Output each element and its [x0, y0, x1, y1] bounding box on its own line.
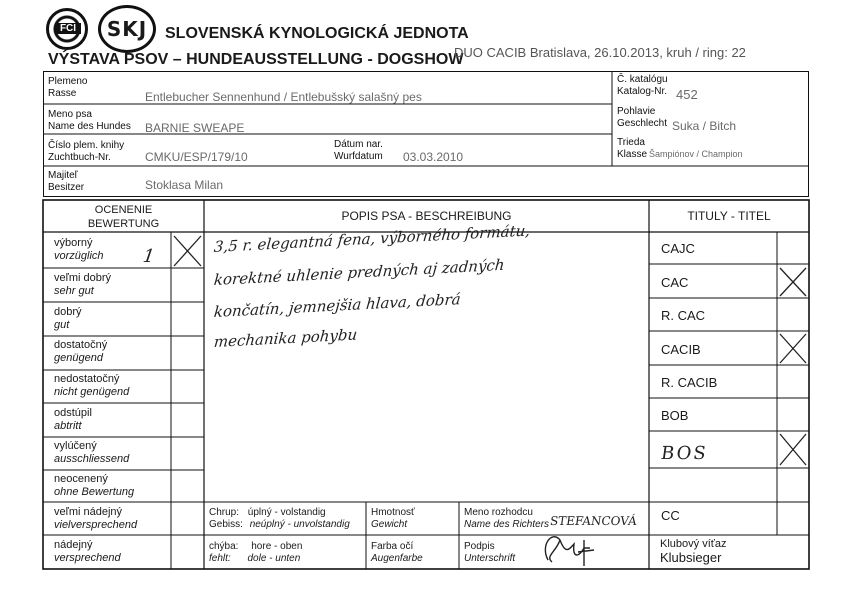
- description-line: končatín, jemnejšia hlava, dobrá: [213, 290, 462, 322]
- name-label-de: Name des Hundes: [48, 121, 131, 132]
- rating-label-sk: nedostatočný: [54, 373, 120, 385]
- mark-cacib-x: [780, 334, 806, 363]
- class-label-sk: Trieda: [617, 137, 645, 148]
- owner-label-sk: Majiteľ: [48, 170, 78, 181]
- owner-label-de: Besitzer: [48, 182, 85, 193]
- dob-label-sk: Dátum nar.: [334, 139, 383, 150]
- name-label: [48, 109, 131, 133]
- rating-label-sk: výborný: [54, 237, 93, 249]
- studbook-label: [48, 140, 124, 164]
- form-title: VÝSTAVA PSOV – HUNDEAUSSTELLUNG - DOGSHOW: [48, 51, 464, 68]
- teeth-options-de: neúplný - unvolstandig: [249, 519, 350, 530]
- rating-label-de: nicht genügend: [54, 386, 130, 398]
- rating-label-sk: odstúpil: [54, 407, 92, 419]
- title-r-cac: R. CAC: [661, 308, 706, 323]
- mark-cac-x: [780, 268, 806, 296]
- rating-label-sk: veľmi dobrý: [54, 272, 112, 284]
- breed-label: [48, 76, 87, 100]
- title-bob: BOB: [661, 408, 689, 423]
- rating-label-de: vorzüglich: [54, 250, 104, 262]
- club-winner-label: [660, 538, 727, 565]
- class-value: Šampiónov / Champion: [649, 149, 743, 159]
- rating-label-de: versprechend: [54, 552, 121, 564]
- rating-label-sk: vylúčený: [54, 440, 97, 452]
- title-bos: BOS: [659, 443, 710, 464]
- skj-logo-text: SKJ: [106, 17, 148, 41]
- class-label-de: Klasse: [617, 149, 648, 160]
- description-line: korektné uhlenie predných aj zadných: [213, 255, 506, 290]
- rating-neoceneny: [54, 473, 134, 499]
- rating-vyluceny: [54, 440, 129, 466]
- titles-header: TITULY - TITEL: [687, 209, 771, 223]
- rating-label-de: sehr gut: [54, 285, 94, 297]
- judge-label-sk: Meno rozhodcu: [464, 507, 533, 518]
- rating-label-de: abtritt: [54, 420, 82, 432]
- teeth-label-sk: Chrup:: [209, 507, 240, 518]
- dob-value: 03.03.2010: [403, 150, 464, 164]
- weight-field: [371, 507, 415, 531]
- weight-label-de: Gewicht: [371, 519, 408, 530]
- signature-label-sk: Podpis: [464, 541, 495, 552]
- rating-label-de: ohne Bewertung: [54, 486, 135, 498]
- breed-label-de: Rasse: [48, 88, 77, 99]
- owner-value: Stoklasa Milan: [145, 178, 224, 192]
- owner-label: [48, 170, 84, 194]
- description-header: POPIS PSA - BESCHREIBUNG: [341, 209, 512, 223]
- title-cac: CAC: [661, 275, 689, 290]
- rating-vyborny: [54, 237, 104, 263]
- rating-dobry: [54, 306, 82, 332]
- studbook-label-sk: Číslo plem. knihy: [48, 140, 125, 151]
- signature-field: [464, 541, 515, 565]
- club-winner-sk: Klubový víťaz: [660, 538, 727, 550]
- rating-odstupil: [54, 407, 92, 433]
- missing-options-sk: hore - oben: [251, 541, 303, 552]
- club-winner-de: Klubsieger: [660, 550, 722, 565]
- sex-label-de: Geschlecht: [617, 118, 668, 129]
- rating-label-de: ausschliessend: [54, 453, 130, 465]
- rating-label-de: gut: [54, 319, 70, 331]
- judge-label-de: Name des Richters: [464, 519, 550, 530]
- studbook-value: CMKU/ESP/179/10: [145, 150, 248, 164]
- fci-logo: [46, 8, 88, 50]
- class-label: [617, 137, 647, 161]
- eye-color-label-de: Augenfarbe: [371, 553, 423, 564]
- missing-options-de: dole - unten: [247, 553, 301, 564]
- title-cacib: CACIB: [661, 342, 701, 357]
- name-value: BARNIE SWEAPE: [145, 121, 245, 135]
- placement-mark: 1: [141, 246, 156, 267]
- breed-value: Entlebucher Sennenhund / Entlebušský salašný pes: [145, 90, 422, 104]
- event-line: DUO CACIB Bratislava, 26.10.2013, kruh / ring: 22: [454, 45, 746, 60]
- rating-label-de: vielversprechend: [54, 519, 138, 531]
- rating-nedostatocny: [54, 373, 129, 399]
- judge-field: [464, 507, 549, 531]
- weight-label-sk: Hmotnosť: [371, 507, 415, 518]
- teeth-field: [209, 507, 350, 531]
- description-line: mechanika pohybu: [213, 325, 359, 352]
- catalog-label-de: Katalog-Nr.: [617, 86, 668, 97]
- mark-bos-x: [780, 434, 806, 465]
- mark-vyborny-x: [174, 236, 201, 266]
- rating-label-sk: veľmi nádejný: [54, 506, 123, 518]
- dob-label-de: Wurfdatum: [334, 151, 383, 162]
- fci-logo-text: FCI: [55, 23, 81, 34]
- judge-signature: [545, 537, 594, 566]
- title-r-cacib: R. CACIB: [661, 375, 718, 390]
- rating-header: OCENENIE BEWERTUNG: [87, 204, 160, 230]
- eye-color-field: [371, 541, 423, 565]
- dob-label: [334, 139, 383, 163]
- studbook-label-de: Zuchtbuch-Nr.: [48, 152, 111, 163]
- rating-velmi-nadejny: [54, 506, 137, 532]
- description-text: [213, 221, 644, 352]
- missing-label-sk: chýba:: [209, 541, 239, 552]
- teeth-label-de: Gebiss:: [209, 519, 243, 530]
- catalog-value: 452: [676, 87, 698, 102]
- missing-label-de: fehlt:: [209, 553, 231, 564]
- sex-label-sk: Pohlavie: [617, 106, 656, 117]
- signature-label-de: Unterschrift: [464, 553, 516, 564]
- org-name: SLOVENSKÁ KYNOLOGICKÁ JEDNOTA: [165, 25, 469, 42]
- rating-label-sk: dostatočný: [54, 339, 108, 351]
- teeth-options-sk: úplný - volstandig: [247, 507, 326, 518]
- rating-dostatocny: [54, 339, 107, 365]
- rating-nadejny: [54, 539, 121, 565]
- description-line: 3,5 r. elegantná fena, výborného formátu,: [213, 221, 531, 257]
- missing-teeth-field: [209, 541, 302, 565]
- rating-label-sk: dobrý: [54, 306, 82, 318]
- skj-logo: [98, 5, 156, 53]
- catalog-label: [617, 74, 668, 98]
- rating-label-sk: neocenený: [54, 473, 108, 485]
- sex-label: [617, 106, 667, 130]
- title-cc: CC: [661, 508, 680, 523]
- catalog-label-sk: Č. katalógu: [617, 74, 668, 85]
- title-cajc: CAJC: [661, 241, 695, 256]
- breed-label-sk: Plemeno: [48, 76, 88, 87]
- eye-color-label-sk: Farba očí: [371, 541, 414, 552]
- rating-label-sk: nádejný: [54, 539, 93, 551]
- name-label-sk: Meno psa: [48, 109, 92, 120]
- rating-velmi-dobry: [54, 272, 111, 298]
- judge-name: STEFANCOVÁ: [549, 514, 638, 528]
- rating-label-de: genügend: [54, 352, 103, 364]
- sex-value: Suka / Bitch: [672, 119, 737, 133]
